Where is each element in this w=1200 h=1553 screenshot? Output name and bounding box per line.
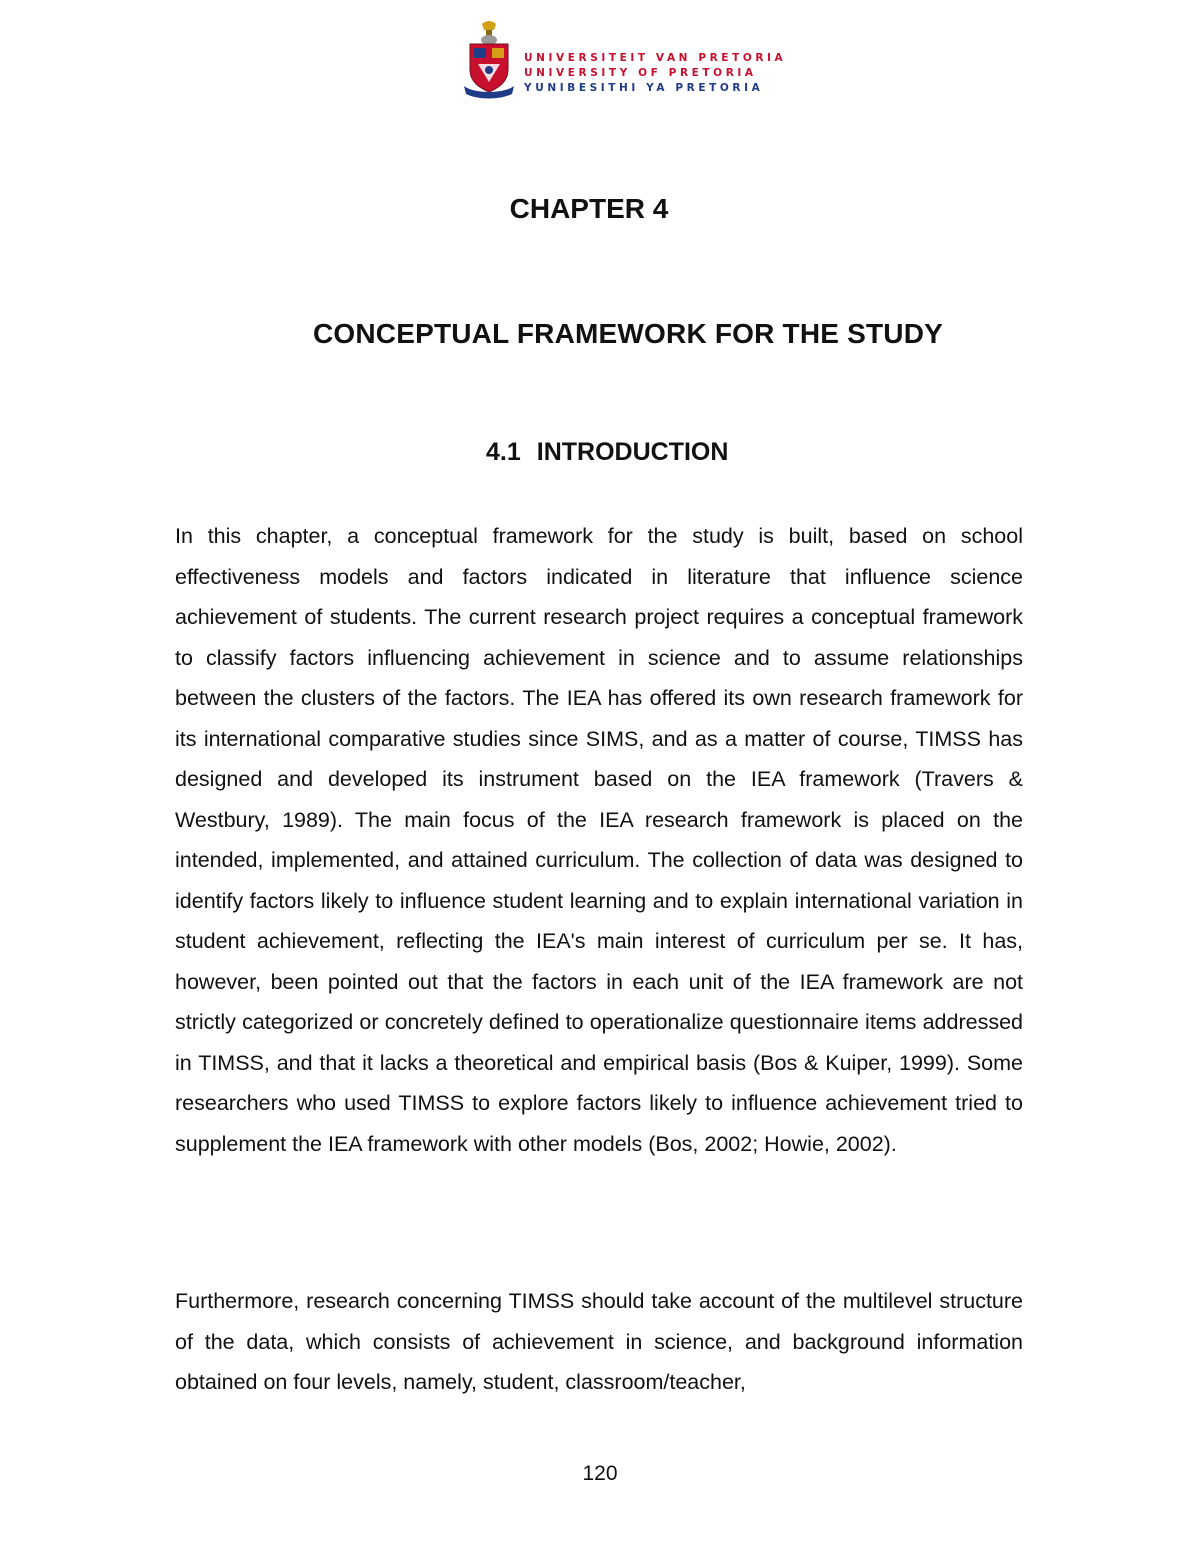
university-name-afrikaans: UNIVERSITEIT VAN PRETORIA [524, 52, 787, 64]
university-name-english: UNIVERSITY OF PRETORIA [524, 67, 757, 79]
chapter-title: CONCEPTUAL FRAMEWORK FOR THE STUDY [312, 318, 944, 349]
section-title: INTRODUCTION [536, 438, 729, 466]
body-paragraph-introduction: In this chapter, a conceptual framework for the study is built, based on school effectiveness models and factors indicated in literature that influence science achievement of students. The current research project requires a conceptual framework to classify factors influencing achievement in science and to assume relationships between the clusters of the factors. The IEA has offered its own research framework for its international comparative studies since SIMS, and as a matter of course, TIMSS has designed and developed its instrument based on the IEA framework (Travers & Westbury, 1989). The main focus of the IEA research framework is placed on the intended, implemented, and attained curriculum. The collection of data was designed to identify factors likely to influence student learning and to explain international variation in student achievement, reflecting the IEA's main interest of curriculum per se. It has, however, been pointed out that the factors in each unit of the IEA framework are not strictly categorized or concretely defined to operationalize questionnaire items addressed in TIMSS, and that it lacks a theoretical and empirical basis (Bos & Kuiper, 1999). Some researchers who used TIMSS to explore factors likely to influence achievement tried to supplement the IEA framework with other models (Bos, 2002; Howie, 2002). [175, 524, 1023, 1156]
page-number: 120 [582, 1462, 618, 1485]
university-name-sepedi: YUNIBESITHI YA PRETORIA [524, 82, 764, 94]
university-name-block [524, 51, 787, 96]
section-heading [486, 438, 728, 467]
body-paragraph-multilevel: Furthermore, research concerning TIMSS should take account of the multilevel structure of the data, which consists of achievement in science, and background information obtained on four levels, namely, student, classroom/teacher, [175, 1289, 1023, 1394]
university-header [460, 20, 787, 100]
university-crest-icon [460, 20, 518, 100]
section-number: 4.1 [486, 438, 521, 466]
chapter-label: CHAPTER 4 [509, 193, 669, 224]
